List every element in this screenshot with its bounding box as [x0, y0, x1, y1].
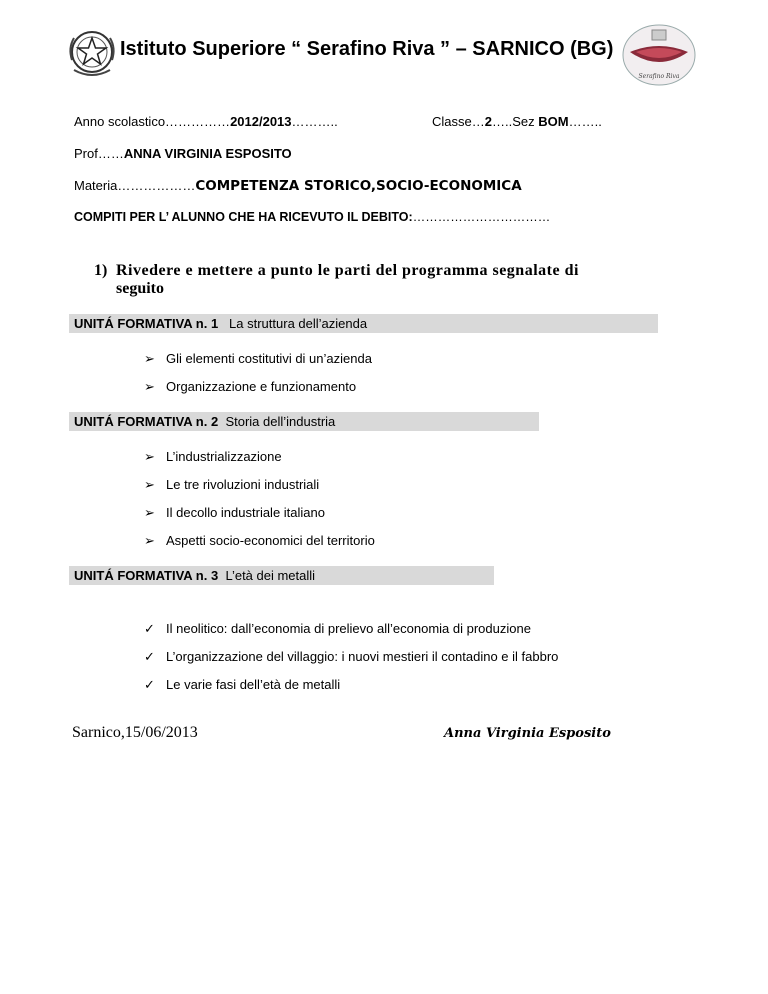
- unit-2-header: UNITÁ FORMATIVA n. 2 Storia dell’industria: [69, 412, 539, 431]
- list-item: ✓ L’organizzazione del villaggio: i nuovi mestieri il contadino e il fabbro: [144, 649, 559, 664]
- arrow-bullet-icon: ➢: [144, 533, 155, 548]
- school-logo-icon: [620, 22, 698, 88]
- svg-text:Serafino Riva: Serafino Riva: [638, 73, 680, 80]
- unit-3-header: UNITÁ FORMATIVA n. 3 L’età dei metalli: [69, 566, 494, 585]
- class-line: Classe…2…..Sez BOM……..: [432, 114, 602, 129]
- list-item: ➢ Organizzazione e funzionamento: [144, 379, 357, 394]
- teacher-signature: Anna Virginia Esposito: [444, 726, 611, 741]
- school-year-value: 2012/2013: [230, 114, 292, 129]
- list-item: ➢ Le tre rivoluzioni industriali: [144, 477, 320, 492]
- section-number: 1): [94, 262, 108, 279]
- list-item: ➢ L’industrializzazione: [144, 449, 282, 464]
- teacher-name: ANNA VIRGINIA ESPOSITO: [123, 146, 292, 161]
- republic-emblem-icon: [64, 26, 120, 80]
- list-item: ✓ Il neolitico: dall’economia di prelievo all’economia di produzione: [144, 621, 531, 636]
- section-1-heading: 1) Rivedere e mettere a punto le parti del programma segnalate di seguito: [94, 262, 579, 297]
- arrow-bullet-icon: ➢: [144, 379, 155, 394]
- arrow-bullet-icon: ➢: [144, 351, 155, 366]
- teacher-line: Prof……ANNA VIRGINIA ESPOSITO: [74, 146, 292, 161]
- subject-value: COMPETENZA STORICO,SOCIO-ECONOMICA: [195, 178, 522, 194]
- check-bullet-icon: ✓: [144, 649, 155, 664]
- check-bullet-icon: ✓: [144, 677, 155, 692]
- place-date: Sarnico,15/06/2013: [72, 724, 198, 741]
- unit-1-header: UNITÁ FORMATIVA n. 1 La struttura dell’azienda: [69, 314, 658, 333]
- list-item: ➢ Gli elementi costitutivi di un’azienda: [144, 351, 372, 366]
- institute-title: Istituto Superiore “ Serafino Riva ” – SARNICO (BG): [120, 38, 614, 60]
- section-value: BOM: [538, 114, 569, 129]
- school-year-line: Anno scolastico……………2012/2013………..: [74, 114, 338, 129]
- class-value: 2: [484, 114, 492, 129]
- arrow-bullet-icon: ➢: [144, 505, 155, 520]
- arrow-bullet-icon: ➢: [144, 449, 155, 464]
- assignment-heading: COMPITI PER L’ ALUNNO CHE HA RICEVUTO IL DEBITO:……………………………: [74, 210, 551, 224]
- check-bullet-icon: ✓: [144, 621, 155, 636]
- list-item: ✓ Le varie fasi dell’età de metalli: [144, 677, 341, 692]
- list-item: ➢ Aspetti socio-economici del territorio: [144, 533, 375, 548]
- subject-line: Materia………………COMPETENZA STORICO,SOCIO-ECONOMICA: [74, 178, 522, 194]
- arrow-bullet-icon: ➢: [144, 477, 155, 492]
- list-item: ➢ Il decollo industriale italiano: [144, 505, 325, 520]
